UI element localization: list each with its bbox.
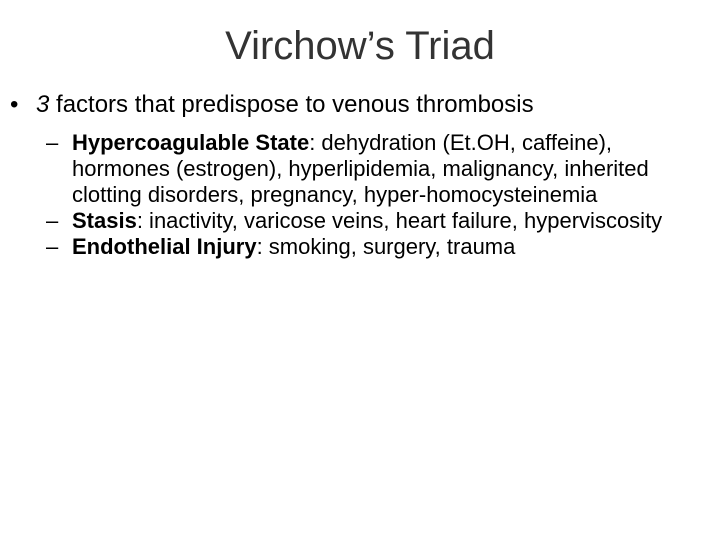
main-bullet-label: factors that predispose to venous thrombosis — [49, 91, 534, 118]
factor-item-hypercoagulable — [46, 130, 712, 208]
factor-item-stasis — [46, 208, 712, 234]
factor-item-endothelial — [46, 234, 712, 260]
factor-term: Stasis — [72, 208, 137, 233]
factor-count: 3 — [36, 91, 50, 118]
slide-title: Virchow’s Triad — [225, 24, 495, 68]
dash-marker: – — [46, 208, 59, 233]
bullet-dot: • — [10, 91, 19, 118]
factor-description: : smoking, surgery, trauma — [256, 234, 516, 259]
factor-list — [46, 130, 712, 260]
factor-term: Endothelial Injury — [72, 234, 257, 259]
factor-description: : inactivity, varicose veins, heart failure, hyperviscosity — [136, 208, 663, 233]
dash-marker: – — [46, 234, 59, 259]
main-bullet-text — [36, 88, 534, 121]
dash-marker: – — [46, 130, 59, 155]
factor-term: Hypercoagulable State — [72, 130, 310, 155]
factor-description: : dehydration (Et.OH, caffeine), hormones (estrogen), hyperlipidemia, malignancy, inherited clotting disorders, pregnancy, hyper-homocysteinemia — [72, 130, 649, 207]
